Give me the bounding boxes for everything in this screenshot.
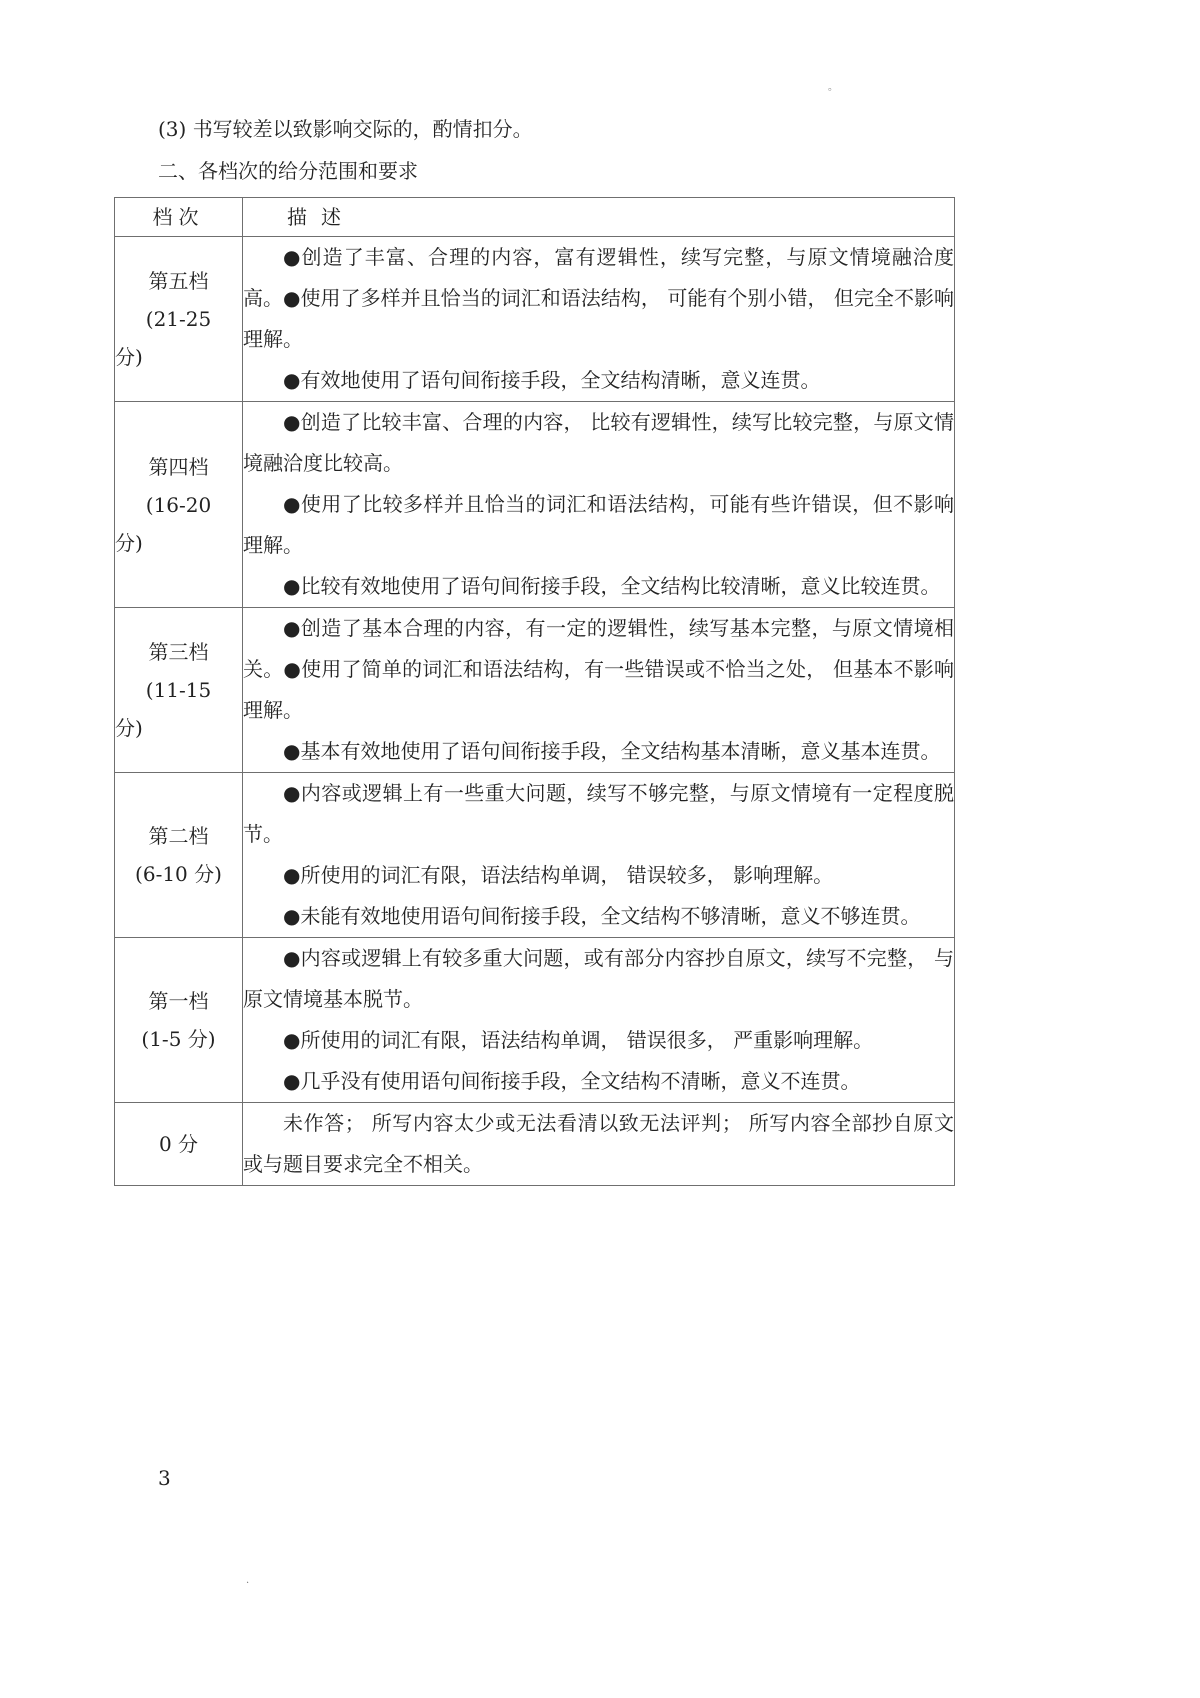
description-paragraph: ●未能有效地使用语句间衔接手段，全文结构不够清晰，意义不够连贯。: [283, 904, 921, 928]
description-paragraph: ●所使用的词汇有限，语法结构单调， 错误较多， 影响理解。: [283, 863, 834, 887]
description-cell: [243, 773, 955, 938]
level-range: (21-25: [145, 307, 212, 331]
level-range: (6-10 分): [135, 862, 222, 886]
description-paragraph: ●比较有效地使用了语句间衔接手段，全文结构比较清晰，意义比较连贯。: [283, 574, 941, 598]
level-range-unit: 分): [115, 530, 143, 555]
level-range-unit: 分): [115, 716, 143, 740]
description-cell: [243, 1103, 955, 1186]
table-row: [115, 773, 955, 938]
level-name: 第二档: [148, 824, 209, 848]
level-cell: [115, 938, 243, 1103]
level-range-unit: 分): [115, 345, 143, 369]
description-paragraph: ●内容或逻辑上有较多重大问题，或有部分内容抄自原文，续写不完整， 与原文情境基本脱节。: [243, 946, 954, 1011]
table-row: [115, 402, 955, 608]
table-header-row: [115, 198, 955, 237]
description-paragraph: ●创造了基本合理的内容，有一定的逻辑性，续写基本完整，与原文情境相关。●使用了简单的词汇和语法结构，有一些错误或不恰当之处， 但基本不影响理解。: [243, 616, 954, 722]
description-cell: [243, 237, 955, 402]
level-cell: [115, 237, 243, 402]
table-row: [115, 938, 955, 1103]
level-name: 第一档: [148, 989, 209, 1013]
description-paragraph: ●内容或逻辑上有一些重大问题，续写不够完整，与原文情境有一定程度脱节。: [243, 781, 954, 846]
page-number: 3: [158, 1466, 171, 1490]
description-cell: [243, 402, 955, 608]
table-row: [115, 608, 955, 773]
level-range: (1-5 分): [141, 1027, 216, 1051]
level-name: 第三档: [148, 640, 209, 664]
table-row: [115, 237, 955, 402]
level-range: (11-15: [145, 678, 212, 702]
level-range: (16-20: [145, 492, 212, 517]
description-paragraph: ●所使用的词汇有限，语法结构单调， 错误很多， 严重影响理解。: [283, 1028, 874, 1052]
top-mark: 。: [828, 82, 838, 93]
description-paragraph: ●有效地使用了语句间衔接手段，全文结构清晰，意义连贯。: [283, 368, 821, 392]
header-description: 描述: [243, 198, 955, 237]
level-name: 第五档: [148, 269, 209, 293]
level-name: 第四档: [148, 454, 209, 479]
level-cell: [115, 608, 243, 773]
header-level: 档次: [115, 198, 243, 237]
intro-line-1: (3) 书写较差以致影响交际的，酌情扣分。: [158, 117, 533, 141]
description-paragraph: ●创造了丰富、合理的内容，富有逻辑性，续写完整，与原文情境融洽度高。●使用了多样并且恰当的词汇和语法结构， 可能有个别小错， 但完全不影响理解。: [243, 245, 954, 351]
description-cell: [243, 608, 955, 773]
table-row: [115, 1103, 955, 1186]
bottom-mark: .: [246, 1575, 250, 1586]
level-cell: [115, 1103, 243, 1186]
description-cell: [243, 938, 955, 1103]
description-paragraph: 未作答； 所写内容太少或无法看清以致无法评判； 所写内容全部抄自原文或与题目要求完全不相关。: [243, 1111, 954, 1176]
description-paragraph: ●创造了比较丰富、合理的内容， 比较有逻辑性，续写比较完整，与原文情境融洽度比较高。: [243, 410, 954, 475]
level-cell: [115, 773, 243, 938]
section-heading: 二、各档次的给分范围和要求: [158, 159, 418, 183]
scoring-table: [114, 197, 955, 1186]
description-paragraph: ●使用了比较多样并且恰当的词汇和语法结构，可能有些许错误，但不影响理解。: [243, 492, 954, 557]
level-name: 0 分: [158, 1132, 199, 1156]
level-cell: [115, 402, 243, 608]
description-paragraph: ●几乎没有使用语句间衔接手段，全文结构不清晰，意义不连贯。: [283, 1069, 861, 1093]
description-paragraph: ●基本有效地使用了语句间衔接手段，全文结构基本清晰，意义基本连贯。: [283, 739, 941, 763]
